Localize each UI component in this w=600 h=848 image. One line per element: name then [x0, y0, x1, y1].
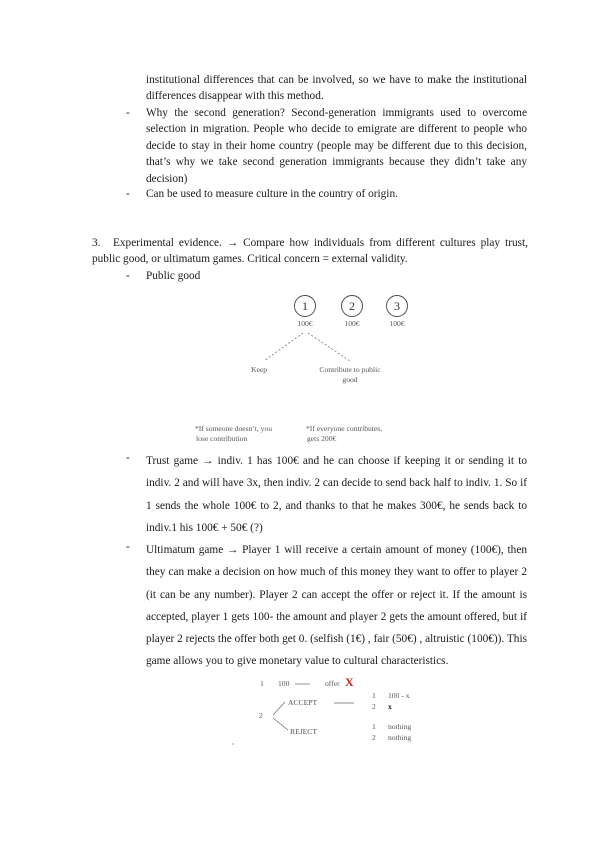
reject-row-player: 2 — [372, 733, 376, 742]
accept-row-payoff: x — [388, 702, 392, 711]
contribute-label: Contribute to public — [319, 365, 381, 374]
note-keep: *If someone doesn’t, you — [195, 424, 273, 433]
bullet-dash: - — [126, 452, 130, 464]
trust-game-text: Trust game → indiv. 1 has 100€ and he can choose if keeping it or sending it to indiv. 2 and will have 3x, then indiv. 2 can decide to send back half to indiv. 1. So if 1 sends the whole 100€ to 2, and thanks to that he makes 300€, he sends back to indiv.1 his 100€ + 50€ (?) — [146, 455, 527, 534]
player-2-number: 2 — [349, 299, 355, 313]
bullet-dash: - — [126, 188, 130, 200]
ultimatum-player-1: 1 — [260, 679, 264, 688]
accept-row-payoff: 100 - x — [388, 691, 410, 700]
section-3-text: Experimental evidence. → Compare how individuals from different cultures play trust, public good, or ultimatum games. Critical concern = external validity. — [92, 237, 528, 266]
accept-row-player: 2 — [372, 702, 376, 711]
accept-label: ACCEPT — [288, 698, 318, 707]
player-2-amount: 100€ — [344, 319, 360, 328]
public-good-label: Public good — [146, 270, 201, 282]
section-number: 3. — [92, 237, 101, 249]
bullet-dash: - — [126, 107, 130, 119]
accept-row-player: 1 — [372, 691, 376, 700]
bullet-measure-culture: Can be used to measure culture in the country of origin. — [146, 188, 398, 200]
note-contribute: *If everyone contributes, — [306, 424, 383, 433]
player-3-amount: 100€ — [389, 319, 405, 328]
branch-reject — [273, 718, 288, 730]
player-1-number: 1 — [302, 299, 308, 313]
contribute-label-cont: good — [342, 375, 358, 384]
note-contribute-cont: gets 200€ — [307, 434, 337, 443]
ultimatum-game-text: Ultimatum game → Player 1 will receive a certain amount of money (100€), then they can make a decision on how much of this money they want to offer to player 2 (it can be any number). Player 2 can accept the offer or reject it. If the amount is accepted, player 1 gets 100- the amount and player 2 gets the amount offered, but if player 2 rejects the offer both get 0. (selfish (1€) , fair (50€) , altruistic (100€)). This game allows you to give monetary value to cultural characteristics. — [146, 544, 527, 668]
player-1-amount: 100€ — [297, 319, 313, 328]
reject-label: REJECT — [290, 727, 318, 736]
note-keep-cont: lose contribution — [196, 434, 248, 443]
bullet-dash: - — [126, 270, 130, 282]
branch-accept — [273, 702, 285, 715]
keep-label: Keep — [251, 365, 268, 374]
intro-continuation: institutional differences that can be involved, so we have to make the institutional differences disappear with this method. — [146, 74, 527, 103]
reject-row-player: 1 — [372, 722, 376, 731]
player-3-number: 3 — [394, 299, 400, 313]
ultimatum-amount: 100 — [278, 679, 290, 688]
reject-row-payoff: nothing — [388, 722, 412, 731]
reject-row-payoff: nothing — [388, 733, 412, 742]
offer-x-mark: X — [345, 675, 354, 689]
bullet-dash: - — [126, 541, 130, 553]
ultimatum-player-2: 2 — [259, 711, 263, 720]
offer-label: offer — [325, 679, 340, 688]
bullet-second-generation: Why the second generation? Second-generation immigrants used to overcome selection in migration. People who decide to emigrate are different to people who decide to stay in their home country (people may be different due to this decision, that’s why we take second generation immigrants because they didn’t take any decision) — [146, 107, 527, 185]
